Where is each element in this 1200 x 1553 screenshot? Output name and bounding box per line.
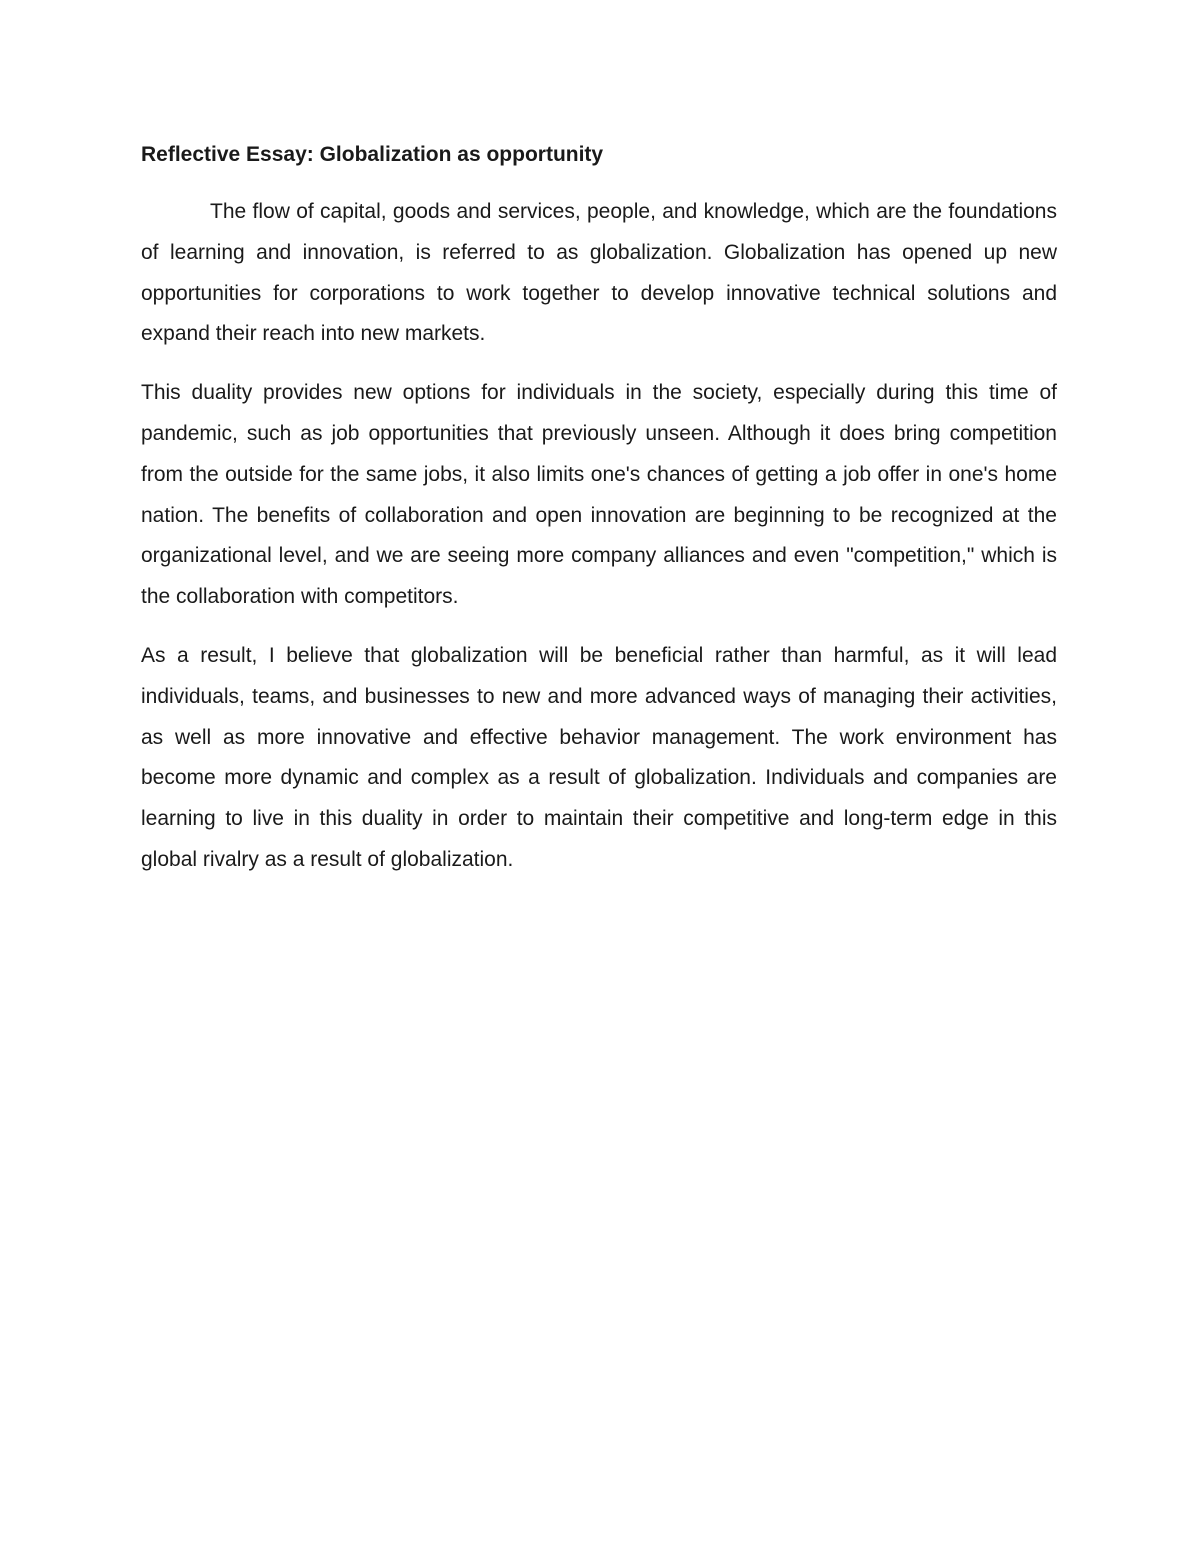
- paragraph-1: The flow of capital, goods and services, people, and knowledge, which are the foundations of learning and innovation, is referred to as globalization. Globalization has opened up new opportunities for corporations to work together to develop innovative technical solutions and expand their reach into new markets.: [141, 200, 1057, 346]
- document-body: [141, 140, 1057, 899]
- paragraph-3: As a result, I believe that globalization will be beneficial rather than harmful, as it will lead individuals, teams, and businesses to new and more advanced ways of managing their activities, as well as more innovative and effective behavior management. The work environment has become more dynamic and complex as a result of globalization. Individuals and companies are learning to live in this duality in order to maintain their competitive and long-term edge in this global rivalry as a result of globalization.: [141, 643, 1057, 871]
- document-title: Reflective Essay: Globalization as opportunity: [141, 143, 604, 166]
- paragraph-2: This duality provides new options for individuals in the society, especially during this time of pandemic, such as job opportunities that previously unseen. Although it does bring competition from the outside for the same jobs, it also limits one's chances of getting a job offer in one's home nation. The benefits of collaboration and open innovation are beginning to be recognized at the organizational level, and we are seeing more company alliances and even "competition," which is the collaboration with competitors.: [141, 381, 1057, 609]
